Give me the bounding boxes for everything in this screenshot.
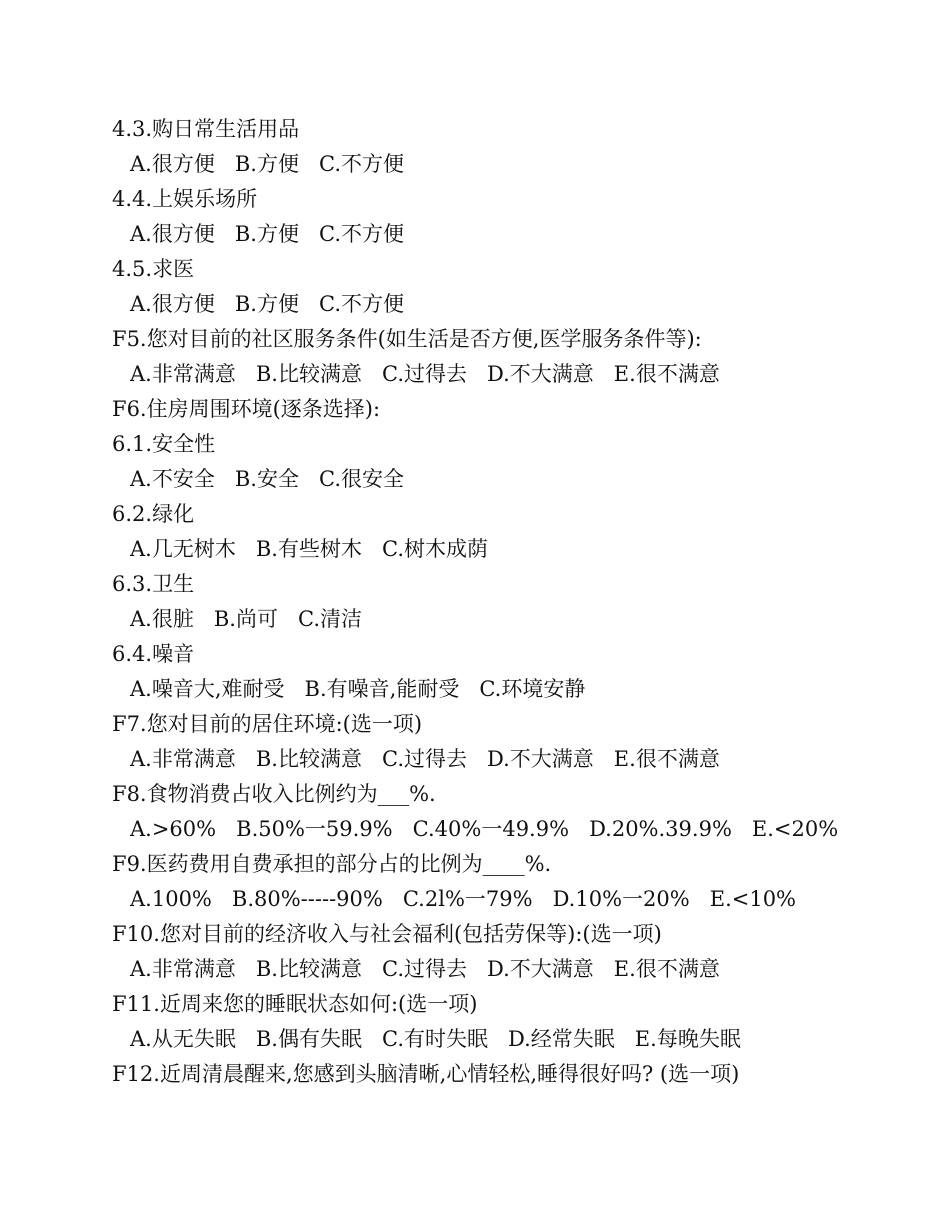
question-f5: F5.您对目前的社区服务条件(如生活是否方便,医学服务条件等): bbox=[112, 327, 702, 351]
options-f5: A.非常满意 B.比较满意 C.过得去 D.不大满意 E.很不满意 bbox=[130, 362, 720, 386]
options-f9: A.100% B.80%-----90% C.2l%一79% D.10%一20% E.<10% bbox=[130, 887, 797, 911]
options-4-3: A.很方便 B.方便 C.不方便 bbox=[130, 152, 404, 176]
question-f9: F9.医药费用自费承担的部分占的比例为____%. bbox=[112, 852, 552, 876]
question-6-1: 6.1.安全性 bbox=[112, 432, 216, 456]
question-f10: F10.您对目前的经济收入与社会福利(包括劳保等):(选一项) bbox=[112, 922, 662, 946]
options-4-4: A.很方便 B.方便 C.不方便 bbox=[130, 222, 404, 246]
options-6-3: A.很脏 B.尚可 C.清洁 bbox=[130, 607, 362, 631]
question-f12: F12.近周清晨醒来,您感到头脑清晰,心情轻松,睡得很好吗? (选一项) bbox=[112, 1062, 740, 1086]
question-6-2: 6.2.绿化 bbox=[112, 502, 195, 526]
options-f8: A.>60% B.50%一59.9% C.40%一49.9% D.20%.39.9% E.<20% bbox=[130, 817, 839, 841]
question-4-5: 4.5.求医 bbox=[112, 257, 195, 281]
options-6-1: A.不安全 B.安全 C.很安全 bbox=[130, 467, 404, 491]
question-6-3: 6.3.卫生 bbox=[112, 572, 195, 596]
questionnaire-body bbox=[112, 112, 852, 1092]
options-f10: A.非常满意 B.比较满意 C.过得去 D.不大满意 E.很不满意 bbox=[130, 957, 720, 981]
question-f7: F7.您对目前的居住环境:(选一项) bbox=[112, 712, 423, 736]
options-f7: A.非常满意 B.比较满意 C.过得去 D.不大满意 E.很不满意 bbox=[130, 747, 720, 771]
question-f6: F6.住房周围环境(逐条选择): bbox=[112, 397, 381, 421]
question-4-4: 4.4.上娱乐场所 bbox=[112, 187, 258, 211]
question-f11: F11.近周来您的睡眠状态如何:(选一项) bbox=[112, 992, 478, 1016]
options-4-5: A.很方便 B.方便 C.不方便 bbox=[130, 292, 404, 316]
question-f8: F8.食物消费占收入比例约为___%. bbox=[112, 782, 436, 806]
question-6-4: 6.4.噪音 bbox=[112, 642, 195, 666]
options-6-2: A.几无树木 B.有些树木 C.树木成荫 bbox=[130, 537, 488, 561]
options-6-4: A.噪音大,难耐受 B.有噪音,能耐受 C.环境安静 bbox=[130, 677, 586, 701]
options-f11: A.从无失眠 B.偶有失眠 C.有时失眠 D.经常失眠 E.每晚失眠 bbox=[130, 1027, 741, 1051]
question-4-3: 4.3.购日常生活用品 bbox=[112, 117, 300, 141]
